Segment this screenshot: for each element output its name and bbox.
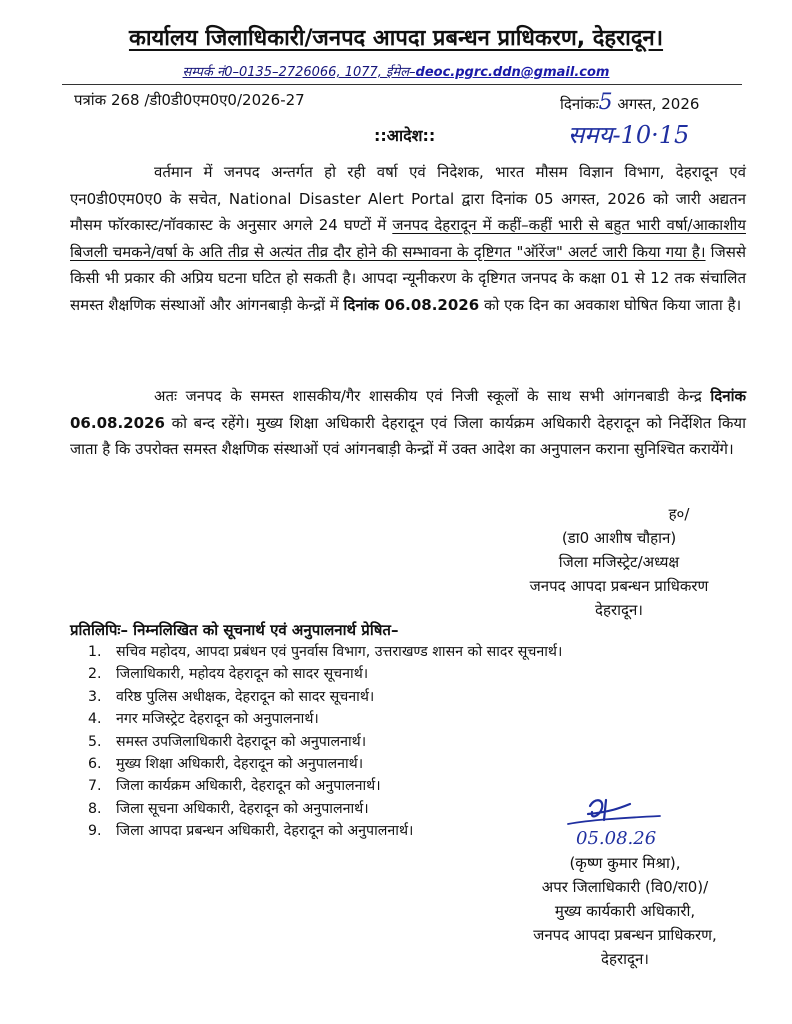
header-divider xyxy=(62,84,742,85)
signature-date-handwritten: 05.08.26 xyxy=(576,828,657,849)
contact-numbers: सम्पर्क नं0–0135–2726066, 1077, ईमेल– xyxy=(182,65,416,80)
list-item: 1. सचिव महोदय, आपदा प्रबंधन एवं पुनर्वास विभाग, उत्तराखण्ड शासन को सादर सूचनार्थ। xyxy=(88,644,563,660)
order-paragraph-1 xyxy=(70,159,746,318)
office-title: कार्यालय जिलाधिकारी/जनपद आपदा प्रबन्धन प्राधिकरण, देहरादून। xyxy=(128,26,664,51)
paragraph1-text-b: जिससे किसी भी प्रकार की अप्रिय घटना घटित हो सकती है। आपदा न्यूनीकरण के दृष्टिगत जनपद के कक्षा 01 से 12 तक संचालित समस्त शैक्षणिक संस्थाओं और आंगनबाड़ी केन्द्रों में xyxy=(70,242,746,314)
dm-organization: जनपद आपदा प्रबन्धन प्राधिकरण xyxy=(529,577,709,595)
time-handwritten: समय-10·15 xyxy=(568,121,690,149)
copy-to-list xyxy=(88,641,562,843)
adm-place: देहरादून। xyxy=(601,950,649,968)
list-item: 5. समस्त उपजिलाधिकारी देहरादून को अनुपालनार्थ। xyxy=(88,733,367,750)
list-item: 9. जिला आपदा प्रबन्धन अधिकारी, देहरादून को अनुपालनार्थ। xyxy=(88,823,414,840)
signatory-district-magistrate xyxy=(484,502,754,622)
date-day-handwritten: 5 xyxy=(598,90,613,115)
paragraph2-closure-date: दिनांक 06.08.2026 xyxy=(70,387,746,432)
contact-line xyxy=(0,62,792,80)
email-link[interactable]: deoc.pgrc.ddn@gmail.com xyxy=(415,65,610,80)
paragraph1-text-a: वर्तमान में जनपद अन्तर्गत हो रही वर्षा एवं निदेशक, भारत मौसम विज्ञान विभाग, देहरादून एवं एन0डी0एम0ए0 के सचेत, National Disaster Alert Portal द्वारा दिनांक 05 अगस्त, 2026 को जारी अद्यतन मौसम फॉरकास्ट/नॉवकास्ट के अनुसार अगले 24 घण्टों में xyxy=(70,163,746,234)
adm-designation-1: अपर जिलाधिकारी (वि0/रा0)/ xyxy=(541,878,709,896)
paragraph2-text-b: को बन्द रहेंगे। मुख्य शिक्षा अधिकारी देहरादून एवं जिला कार्यक्रम अधिकारी देहरादून को निर्देशित किया जाता है कि उपरोक्त समस्त शैक्षणिक संस्थाओं एवं आंगनबाड़ी केन्द्रों में उक्त आदेश का अनुपालन कराना सुनिश्चित करायेंगे। xyxy=(70,413,746,458)
dm-designation: जिला मजिस्ट्रेट/अध्यक्ष xyxy=(558,553,680,571)
signed-mark: ह०/ xyxy=(668,505,690,523)
list-item: 7. जिला कार्यक्रम अधिकारी, देहरादून को अनुपालनार्थ। xyxy=(88,778,381,795)
paragraph1-text-c: को एक दिन का अवकाश घोषित किया जाता है। xyxy=(479,295,742,314)
signatory-additional-dm xyxy=(480,851,770,971)
list-item: 8. जिला सूचना अधिकारी, देहरादून को अनुपालनार्थ। xyxy=(88,800,369,817)
adm-designation-2: मुख्य कार्यकारी अधिकारी, xyxy=(554,902,696,920)
dm-name: (डा0 आशीष चौहान) xyxy=(561,529,677,547)
adm-organization: जनपद आपदा प्रबन्धन प्राधिकरण, xyxy=(533,926,717,944)
list-item: 4. नगर मजिस्ट्रेट देहरादून को अनुपालनार्थ। xyxy=(88,711,319,728)
order-heading: ::आदेश:: xyxy=(374,126,436,145)
copy-to-heading: प्रतिलिपिः– निम्नलिखित को सूचनार्थ एवं अनुपालनार्थ प्रेषित– xyxy=(70,621,399,639)
paragraph1-holiday-date: दिनांक 06.08.2026 xyxy=(343,295,480,314)
list-item: 2. जिलाधिकारी, महोदय देहरादून को सादर सूचनार्थ। xyxy=(88,666,369,683)
date-month-year: अगस्त, 2026 xyxy=(617,95,700,113)
list-item: 3. वरिष्ठ पुलिस अधीक्षक, देहरादून को सादर सूचनार्थ। xyxy=(88,688,375,705)
paragraph1-alert-underlined: जनपद देहरादून में कहीं–कहीं भारी से बहुत भारी वर्षा/आकाशीय बिजली चमकने/वर्षा के अति तीव्र से अत्यंत तीव्र दौर होने की सम्भावना के दृष्टिगत "ऑरेंज" अलर्ट जारी किया गया है। xyxy=(70,216,746,261)
list-item: 6. मुख्य शिक्षा अधिकारी, देहरादून को अनुपालनार्थ। xyxy=(88,756,364,773)
letter-date xyxy=(560,90,699,115)
dm-place: देहरादून। xyxy=(595,601,643,619)
adm-name: (कृष्ण कुमार मिश्रा), xyxy=(569,854,681,872)
handwritten-signature xyxy=(560,794,710,854)
letter-reference: पत्रांक 268 /डी0डी0एम0ए0/2026-27 xyxy=(74,91,305,109)
order-paragraph-2 xyxy=(70,383,746,463)
paragraph2-text-a: अतः जनपद के समस्त शासकीय/गैर शासकीय एवं निजी स्कूलों के साथ सभी आंगनबाडी केन्द्र xyxy=(154,387,711,405)
date-prefix: दिनांकः xyxy=(560,95,599,113)
